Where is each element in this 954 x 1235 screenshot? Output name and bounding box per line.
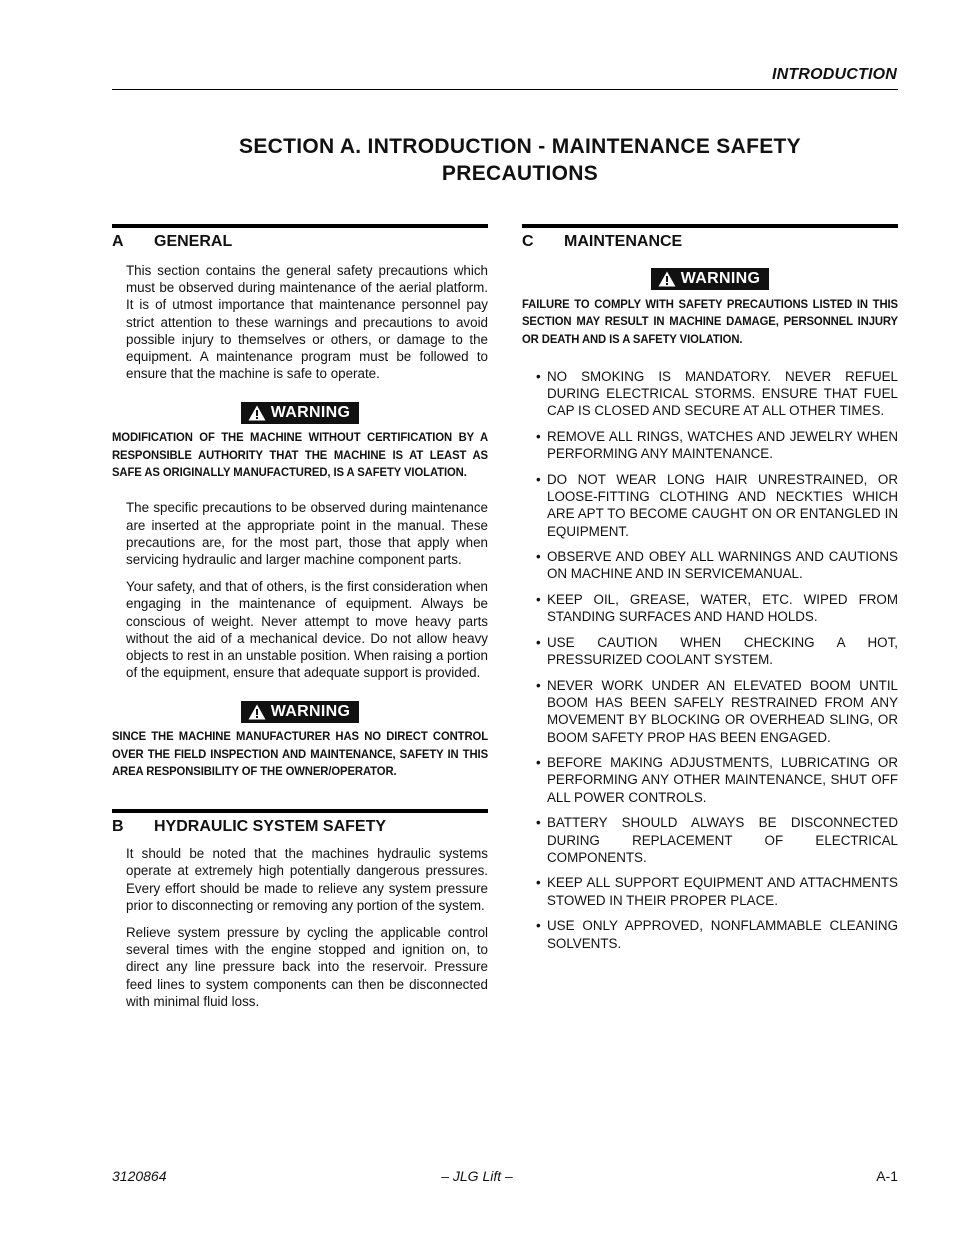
warning-triangle-icon <box>658 271 676 287</box>
page-title-line1: SECTION A. INTRODUCTION - MAINTENANCE SAFETY <box>239 135 801 158</box>
warning-label <box>241 402 359 424</box>
list-item: • BATTERY SHOULD ALWAYS BE DISCONNECTED DURING REPLACEMENT OF ELECTRICAL COMPONENTS. <box>536 814 898 866</box>
warning-label-text: WARNING <box>270 703 351 721</box>
section-a-paragraph-1: This section contains the general safety precautions which must be observed during maintenance of the aerial platform. It is of utmost importance that maintenance personnel pay strict attention to these warnings and precautions to avoid possible injury to themselves or others, or damage to the equipment. A maintenance program must be followed to ensure that the machine is safe to operate. <box>126 263 488 382</box>
section-rule <box>112 224 488 228</box>
warning-text-1: MODIFICATION OF THE MACHINE WITHOUT CERTIFICATION BY A RESPONSIBLE AUTHORITY THAT THE MACHINE IS AT LEAST AS SAFE AS ORIGINALLY MANUFACTURED, IS A SAFETY VIOLATION. <box>112 430 488 480</box>
footer-brand: – JLG Lift – <box>441 1168 513 1184</box>
running-header: INTRODUCTION <box>771 66 897 83</box>
list-item: • NO SMOKING IS MANDATORY. NEVER REFUEL DURING ELECTRICAL STORMS. ENSURE THAT FUEL CAP IS CLOSED AND SECURE AT ALL OTHER TIMES. <box>536 368 898 420</box>
section-b-heading <box>112 817 488 837</box>
section-title: GENERAL <box>154 233 233 250</box>
section-rule <box>112 809 488 813</box>
list-item: • NEVER WORK UNDER AN ELEVATED BOOM UNTIL BOOM HAS BEEN SAFELY RESTRAINED FROM ANY MOVEMENT BY BLOCKING OR OVERHEAD SLING, OR BOOM SAFETY PROP HAS BEEN ENGAGED. <box>536 677 898 746</box>
page-title-line2: PRECAUTIONS <box>441 162 599 185</box>
list-item: • KEEP ALL SUPPORT EQUIPMENT AND ATTACHMENTS STOWED IN THEIR PROPER PLACE. <box>536 874 898 908</box>
warning-label-wrap <box>112 701 488 725</box>
warning-triangle-icon <box>248 704 266 720</box>
warning-label-text: WARNING <box>270 404 351 422</box>
list-item: • USE CAUTION WHEN CHECKING A HOT, PRESSURIZED COOLANT SYSTEM. <box>536 634 898 668</box>
section-rule <box>522 224 898 228</box>
warning-label <box>651 268 769 290</box>
page-title <box>112 133 928 187</box>
warning-triangle-icon <box>248 405 266 421</box>
section-letter: B <box>112 818 124 836</box>
section-letter: A <box>112 233 124 250</box>
left-column <box>112 224 488 1010</box>
section-title: HYDRAULIC SYSTEM SAFETY <box>154 818 387 836</box>
section-a-paragraph-2: The specific precautions to be observed during maintenance are inserted at the appropriate point in the manual. These precautions are, for the most part, those that apply when servicing hydraulic and larger machine component parts. <box>126 500 488 567</box>
list-item: • USE ONLY APPROVED, NONFLAMMABLE CLEANING SOLVENTS. <box>536 917 898 951</box>
warning-label-wrap <box>522 268 898 292</box>
section-title: MAINTENANCE <box>564 233 683 250</box>
list-item: • OBSERVE AND OBEY ALL WARNINGS AND CAUTIONS ON MACHINE AND IN SERVICEMANUAL. <box>536 548 898 582</box>
footer-doc-number: 3120864 <box>112 1168 167 1184</box>
section-a-heading <box>112 232 488 252</box>
header-rule <box>112 89 898 90</box>
section-c-heading <box>522 232 898 252</box>
section-b-paragraph-1: It should be noted that the machines hydraulic systems operate at extremely high potentially dangerous pressures. Every effort should be made to relieve any system pressure prior to disconnecting or removing any portion of the system. <box>126 846 488 913</box>
warning-label-wrap <box>112 402 488 426</box>
warning-text-3: FAILURE TO COMPLY WITH SAFETY PRECAUTIONS LISTED IN THIS SECTION MAY RESULT IN MACHINE DAMAGE, PERSONNEL INJURY OR DEATH AND IS A SAFETY VIOLATION. <box>522 297 898 346</box>
warning-label-text: WARNING <box>680 270 761 287</box>
maintenance-precautions-list <box>536 368 898 952</box>
section-a-paragraph-3: Your safety, and that of others, is the first consideration when engaging in the maintenance of equipment. Always be conscious of weight. Never attempt to move heavy parts without the aid of a mechanical device. Do not allow heavy objects to rest in an unstable position. When raising a portion of the equipment, ensure that adequate support is provided. <box>126 579 488 681</box>
section-letter: C <box>522 233 534 250</box>
warning-label <box>241 701 359 723</box>
list-item: • DO NOT WEAR LONG HAIR UNRESTRAINED, OR LOOSE-FITTING CLOTHING AND NECKTIES WHICH ARE APT TO BECOME CAUGHT ON OR ENTANGLED IN EQUIPMENT. <box>536 471 898 540</box>
list-item: • BEFORE MAKING ADJUSTMENTS, LUBRICATING OR PERFORMING ANY OTHER MAINTENANCE, SHUT OFF ALL POWER CONTROLS. <box>536 754 898 806</box>
list-item: • REMOVE ALL RINGS, WATCHES AND JEWELRY WHEN PERFORMING ANY MAINTENANCE. <box>536 428 898 462</box>
right-column <box>522 224 898 960</box>
footer-page-number: A-1 <box>876 1168 898 1184</box>
list-item: • KEEP OIL, GREASE, WATER, ETC. WIPED FROM STANDING SURFACES AND HAND HOLDS. <box>536 591 898 625</box>
warning-text-2: SINCE THE MACHINE MANUFACTURER HAS NO DIRECT CONTROL OVER THE FIELD INSPECTION AND MAINTENANCE, SAFETY IN THIS AREA RESPONSIBILITY OF THE OWNER/OPERATOR. <box>112 729 488 778</box>
section-b-paragraph-2: Relieve system pressure by cycling the applicable control several times with the engine stopped and ignition on, to direct any line pressure back into the reservoir. Pressure feed lines to system components can then be disconnected with minimal fluid loss. <box>126 925 488 1009</box>
